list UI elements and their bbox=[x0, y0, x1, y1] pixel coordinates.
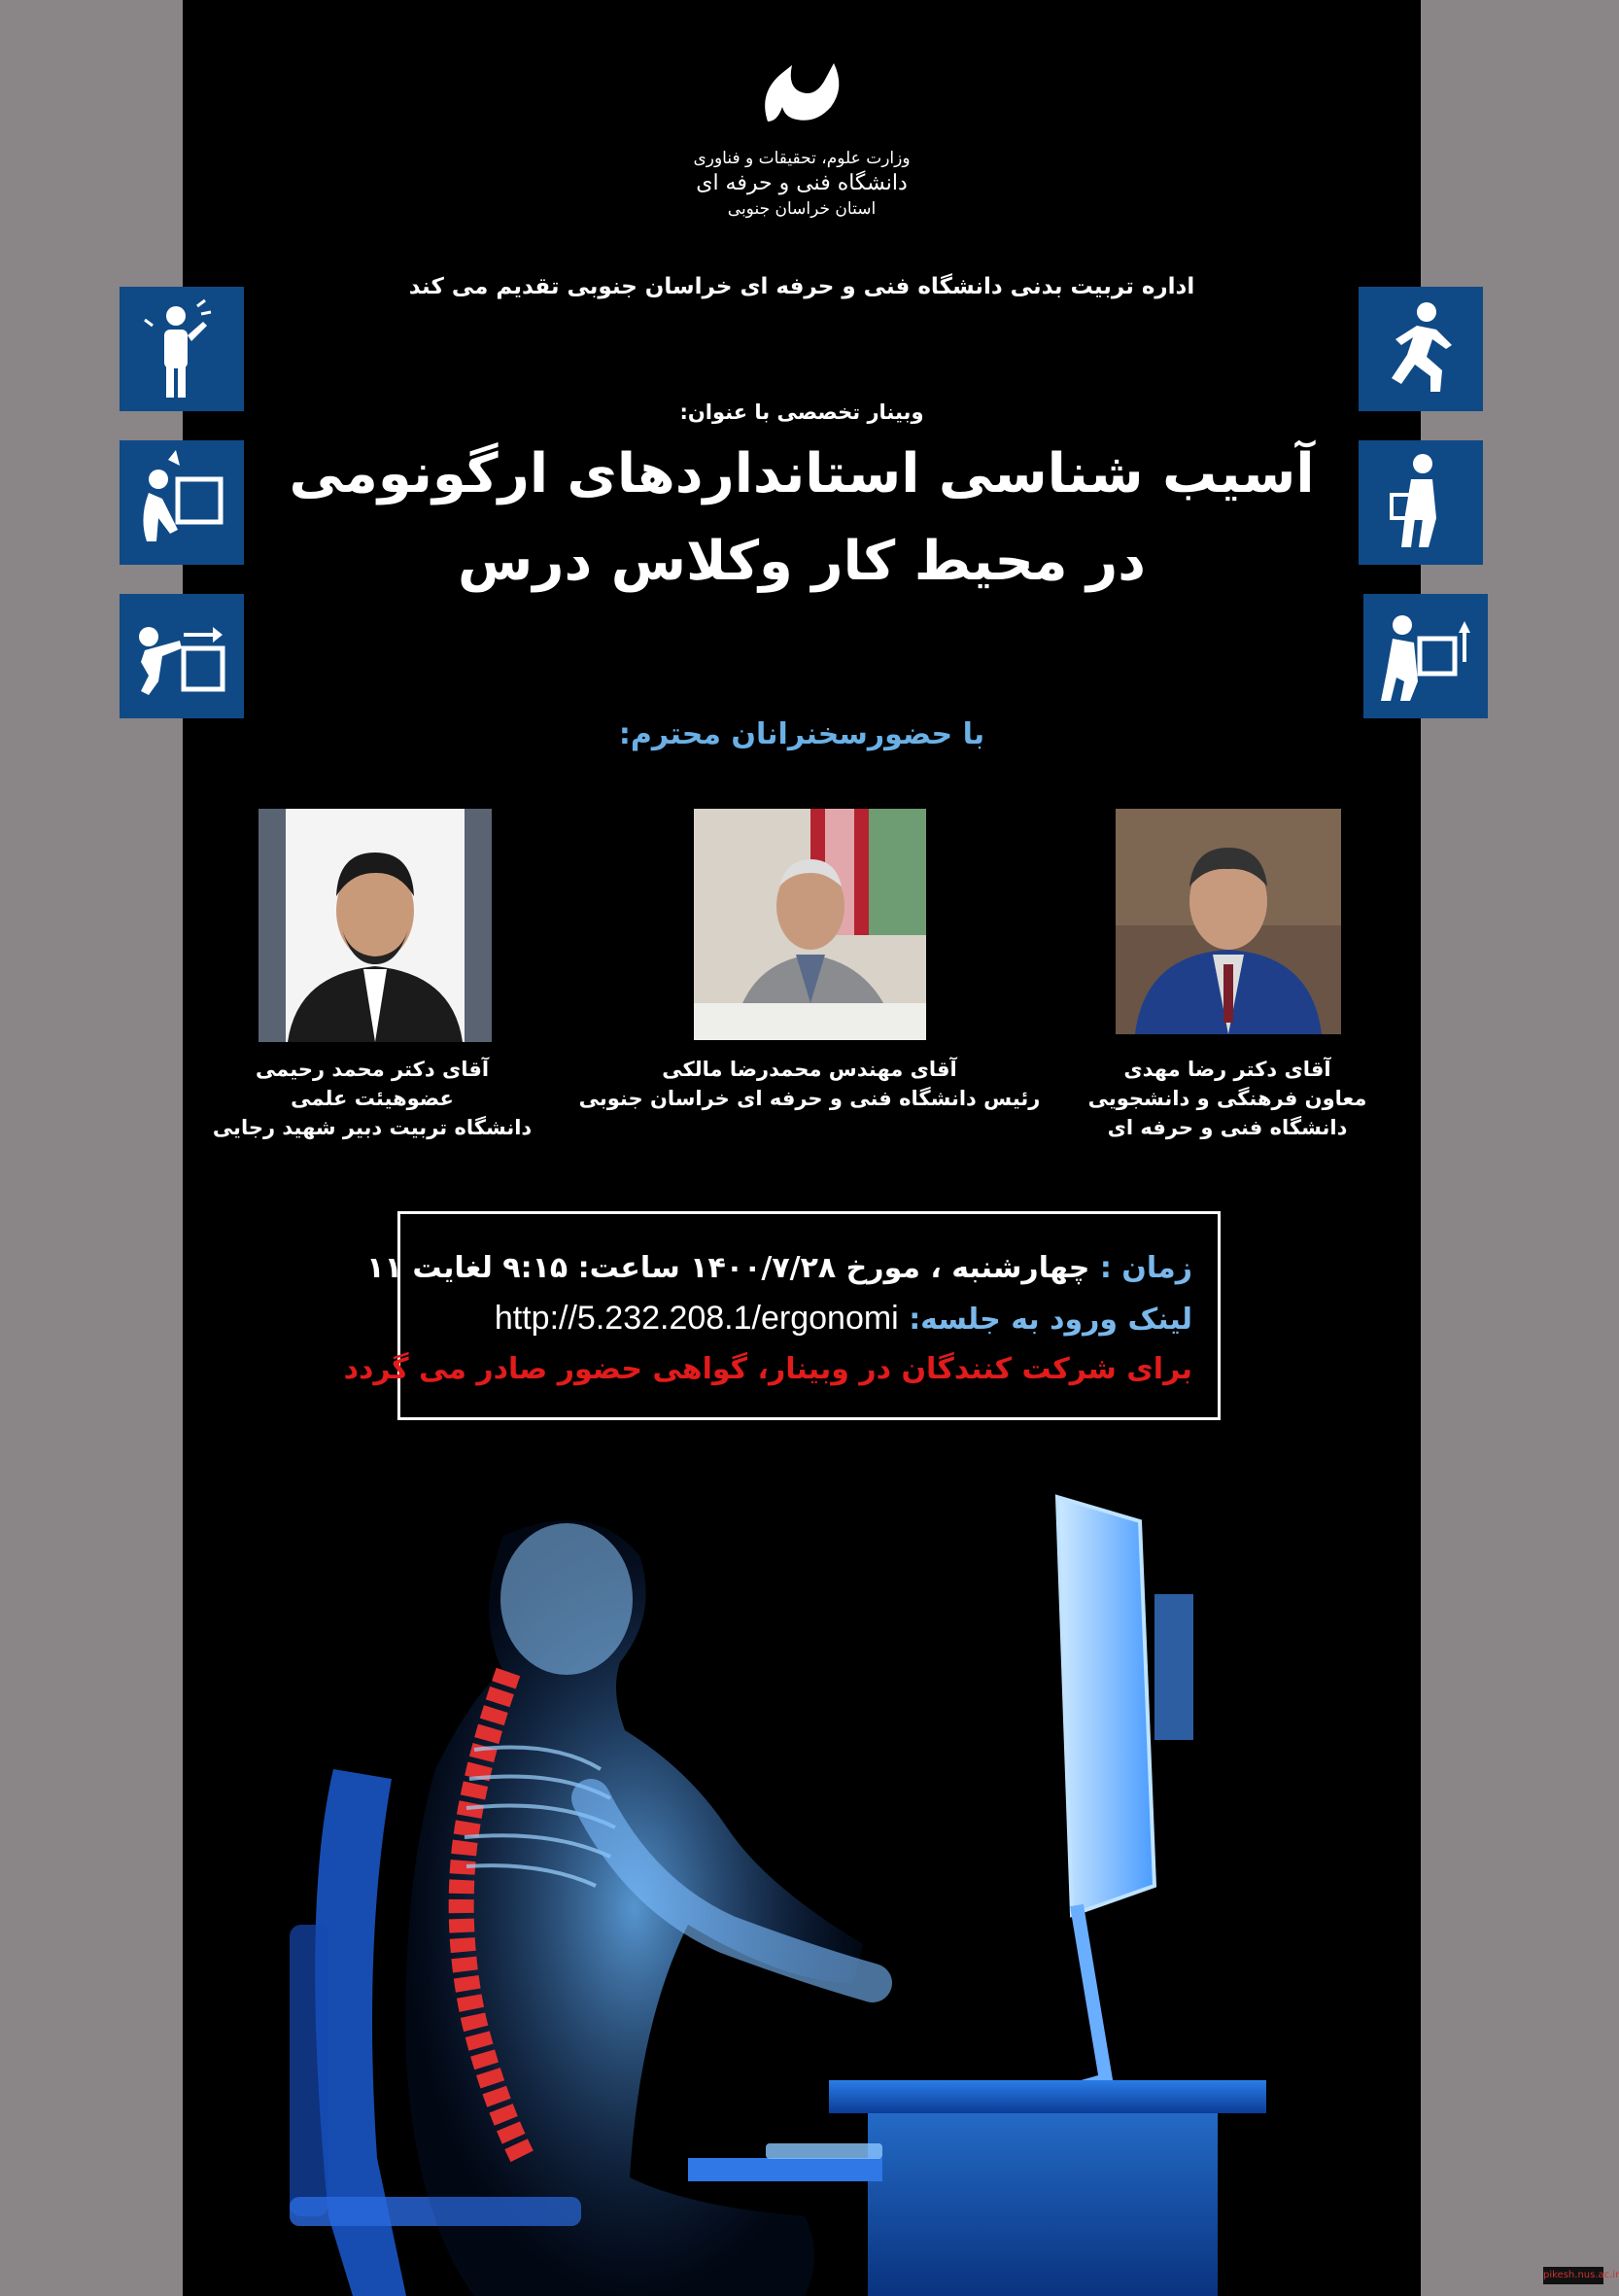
speaker-photo-mahdi bbox=[1116, 809, 1341, 1034]
speaker-affiliation: دانشگاه تربیت دبیر شهید رجایی bbox=[212, 1116, 533, 1139]
speaker-photo-rahimi bbox=[258, 809, 492, 1042]
neck-pain-icon bbox=[120, 287, 244, 411]
time-value: چهارشنبه ، مورخ ۱۴۰۰/۷/۲۸ ساعت: ۹:۱۵ لغایت ۱۱ bbox=[366, 1251, 1090, 1285]
lifting-box-up-icon bbox=[1363, 594, 1488, 718]
logo-text bbox=[183, 146, 1421, 222]
university-logo bbox=[183, 53, 1421, 145]
lifting-box-icon bbox=[120, 440, 244, 565]
footer-badge: pikesh.nus.ac.ir bbox=[1543, 2267, 1603, 2284]
webinar-title-line2: در محیط کار وکلاس درس bbox=[457, 530, 1147, 593]
logo-mark-icon bbox=[748, 53, 855, 141]
running-icon bbox=[1359, 287, 1483, 411]
webinar-label: وبینار تخصصی با عنوان: bbox=[679, 400, 924, 424]
event-link bbox=[495, 1300, 1192, 1338]
speaker-name: آقای دکتر رضا مهدی bbox=[1123, 1058, 1331, 1081]
speaker-role: معاون فرهنگی و دانشجویی bbox=[1087, 1087, 1367, 1110]
time-label: زمان : bbox=[1099, 1251, 1192, 1285]
speaker-role: رئیس دانشگاه فنی و حرفه ای خراسان جنوبی bbox=[578, 1087, 1041, 1110]
event-time bbox=[366, 1251, 1192, 1285]
speaker-name: آقای دکتر محمد رحیمی bbox=[255, 1058, 490, 1081]
session-link[interactable]: http://5.232.208.1/ergonomi bbox=[494, 1300, 899, 1337]
ergonomics-illustration bbox=[183, 1478, 1421, 2296]
certificate-note: برای شرکت کنندگان در وبینار، گواهی حضور صادر می گردد bbox=[343, 1352, 1192, 1386]
speaker-affiliation: دانشگاه فنی و حرفه ای bbox=[1107, 1116, 1348, 1139]
presenter-line: اداره تربیت بدنی دانشگاه فنی و حرفه ای خراسان جنوبی تقدیم می کند bbox=[408, 274, 1195, 299]
speaker-name: آقای مهندس محمدرضا مالکی bbox=[662, 1058, 957, 1081]
speakers-heading: با حضورسخنرانان محترم: bbox=[618, 717, 985, 751]
event-info-box bbox=[343, 1211, 1221, 1420]
link-label: لینک ورود به جلسه: bbox=[909, 1303, 1192, 1337]
poster bbox=[183, 0, 1421, 2296]
carrying-box-icon bbox=[1359, 440, 1483, 565]
pushing-box-icon bbox=[120, 594, 244, 718]
speaker-mahdi bbox=[1062, 1055, 1393, 1142]
speaker-rahimi bbox=[202, 1055, 542, 1142]
logo-university: دانشگاه فنی و حرفه ای bbox=[696, 171, 908, 195]
webinar-title-line1: آسیب شناسی استانداردهای ارگونومی bbox=[289, 442, 1315, 505]
speaker-maleki bbox=[571, 1055, 1048, 1113]
speaker-photo-maleki bbox=[694, 809, 926, 1040]
speaker-role: عضوهیئت علمی bbox=[291, 1087, 454, 1110]
logo-ministry: وزارت علوم، تحقیقات و فناوری bbox=[693, 149, 911, 168]
logo-province: استان خراسان جنوبی bbox=[727, 199, 877, 219]
